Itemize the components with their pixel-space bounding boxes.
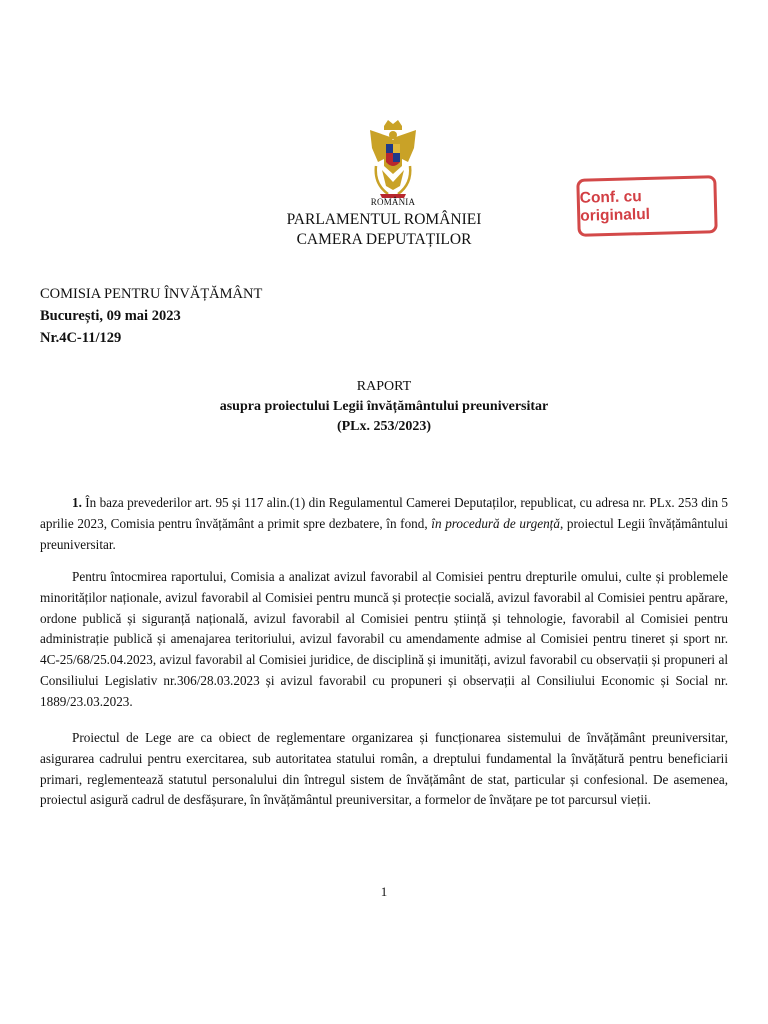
report-subject: asupra proiectului Legii învățământului preuniversitar bbox=[219, 399, 549, 414]
place-date: București, 09 mai 2023 bbox=[40, 308, 181, 324]
document-meta bbox=[40, 283, 262, 349]
document-header bbox=[0, 210, 768, 250]
committee-name: COMISIA PENTRU ÎNVĂȚĂMÂNT bbox=[40, 286, 263, 302]
report-code: (PLx. 253/2023) bbox=[336, 419, 432, 434]
paragraph-1-text-b: , proiectul Legii învățământului preuniversitar. bbox=[40, 515, 728, 552]
paragraph-3-text: Proiectul de Lege are ca obiect de reglementare organizarea și funcționarea sistemului de învățământ preuniversitar, asigurarea cadrului pentru exercitarea, sub autoritatea statului român, a dreptului fundamental la învățătură pentru beneficiarii primari, reglementează statutul personalului din întregul sistem de învățământ de stat, particular și confesional. De asemenea, proiectul asigură cadrul de desfășurare, în învățământul preuniversitar, a formelor de învățare pe tot parcursul vieții. bbox=[40, 730, 728, 808]
registration-number: Nr.4C-11/129 bbox=[40, 330, 122, 346]
conformity-stamp: Conf. cu originalul bbox=[576, 175, 717, 237]
paragraph-1-italic: în procedură de urgență bbox=[431, 515, 560, 531]
page-number: 1 bbox=[380, 884, 388, 899]
report-title: RAPORT bbox=[356, 379, 412, 394]
paragraph-1-text-a: În baza prevederilor art. 95 și 117 alin.(1) din Regulamentul Camerei Deputaților, republicat, cu adresa nr. PLx. 253 din 5 aprilie 2023, Comisia pentru învățământ a primit spre dezbatere, în fond, bbox=[40, 495, 728, 531]
paragraph-2 bbox=[40, 567, 728, 713]
paragraph-3 bbox=[40, 728, 728, 811]
romania-coat-of-arms-icon bbox=[366, 118, 420, 202]
institution-name: PARLAMENTUL ROMÂNIEI bbox=[286, 211, 482, 228]
paragraph-number: 1. bbox=[72, 495, 82, 510]
paragraph-1 bbox=[40, 493, 728, 555]
crest-caption: ROMÂNIA bbox=[370, 197, 416, 207]
paragraph-2-text: Pentru întocmirea raportului, Comisia a analizat avizul favorabil al Comisiei pentru drepturile omului, culte și problemele minorităților naționale, avizul favorabil al Comisiei pentru muncă și protecție socială, avizul favorabil al Comisiei pentru apărare, ordone publică și siguranță națională, avizul favorabil al Comisiei pentru știință și tehnologie, favorabil al Comisiei pentru administrație publică și amenajarea teritoriului, avizul favorabil cu amendamente admise al Comisiei pentru tineret și sport nr. 4C-25/68/25.04.2023, avizul favorabil al Comisiei juridice, de disciplină și imunități, avizul favorabil cu observații și propuneri al Consiliului Legislativ nr.306/28.03.2023 și avizul favorabil cu propuneri și observații al Consiliului Economic și Social nr. 1889/23.03.2023. bbox=[40, 569, 728, 709]
chamber-name: CAMERA DEPUTAȚILOR bbox=[296, 231, 472, 248]
report-title-block bbox=[0, 377, 768, 437]
